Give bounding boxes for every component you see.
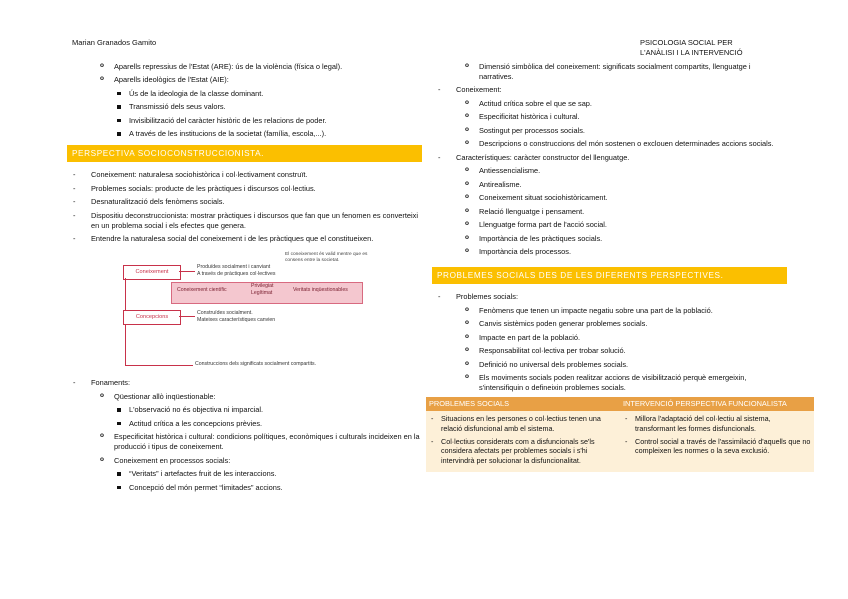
list-item: o Els moviments socials poden realitzar accions de visibilització perquè emergeixin, s'intensifiquin o defineixin problemes socials. (432, 373, 787, 393)
list-item: Actitud crítica a les concepcions prèvies. (67, 419, 422, 429)
list-item: o Importància dels processos. (432, 247, 787, 257)
connector-line (179, 271, 195, 272)
table-header-problemes: PROBLEMES SOCIALS (426, 397, 620, 411)
list-item: - Desnaturalització dels fenòmens socials. (67, 197, 422, 207)
section-band-socioconstruccionista: PERSPECTIVA SOCIOCONSTRUCCIONISTA. (67, 145, 422, 162)
list-item: - Fonaments: (67, 378, 422, 388)
diagram-bottom-label: Construccions dels significats socialment compartits. (195, 361, 317, 368)
diagram-box2-bullet: Construïdes socialment. (197, 310, 253, 317)
list-item: o Dimensió simbòlica del coneixement: significats socialment compartits, llenguatge i narratives. (432, 62, 787, 82)
list-item: - Entendre la naturalesa social del coneixement i de les pràctiques que el constitueixen. (67, 234, 422, 244)
author-name: Marian Granados Gamito (72, 38, 157, 47)
diagram-middle-bullet: Privilegiat (251, 283, 274, 290)
list-item: L'observació no és objectiva ni imparcial. (67, 405, 422, 415)
list-item: o Antiessencialisme. (432, 166, 787, 176)
list-item: o Descripcions o construccions del món sostenen o exclouen determinades accions socials. (432, 139, 787, 149)
list-item: A través de les institucions de la societat (família, escola,...). (67, 129, 422, 139)
section-band-problemes-socials: PROBLEMES SOCIALS DES DE LES DIFERENTS PERSPECTIVES. (432, 267, 787, 284)
right-column (429, 62, 811, 472)
diagram-box1-bullet: A través de pràctiques col·lectives (197, 271, 276, 278)
problems-list (432, 292, 787, 393)
list-item: o Responsabilitat col·lectiva per trobar solució. (432, 346, 787, 356)
list-item: o Impacte en part de la població. (432, 333, 787, 343)
list-item: o Llenguatge forma part de l'acció social. (432, 220, 787, 230)
list-item: “Veritats” i artefactes fruit de les interaccions. (67, 469, 422, 479)
course-title (640, 38, 743, 58)
diagram-middle-right: Veritats inqüestionables (293, 287, 348, 294)
diagram-box-concepcions: Concepcions (123, 310, 181, 325)
table-header-intervencio: INTERVENCIÓ PERSPECTIVA FUNCIONALISTA (620, 397, 814, 411)
list-item: - Característiques: caràcter constructor del llenguatge. (432, 153, 787, 163)
concept-diagram (67, 252, 422, 370)
list-item: Ús de la ideologia de la classe dominant. (67, 89, 422, 99)
course-title-line2: L'ANÀLISI I LA INTERVENCIÓ (640, 47, 743, 57)
list-item: o Sostingut per processos socials. (432, 126, 787, 136)
diagram-box-coneixement: Coneixement (123, 265, 181, 280)
list-item: - Problemes socials: (432, 292, 787, 302)
list-item: - Coneixement: (432, 85, 787, 95)
fonaments-list (67, 378, 422, 492)
table-list-item: - Control social a través de l'assimilació d'aquells que no compleixen les normes o la seva exclusió. (623, 437, 811, 456)
table-row (426, 411, 814, 472)
table-list-item: - Situacions en les persones o col·lectius tenen una relació disfuncional amb el sistema. (429, 414, 617, 433)
diagram-middle-bullet: Legítimat (251, 290, 273, 297)
table-list-item: - Col·lectius considerats com a disfuncionals se'ls considera afectats per problemes socials i s'hi intervindrà per solucionar la disfuncionalitat. (429, 437, 617, 466)
list-item: o Actitud crítica sobre el que se sap. (432, 99, 787, 109)
list-item: o Importància de les pràctiques socials. (432, 234, 787, 244)
table-cell-intervencio (620, 411, 814, 472)
diagram-box2-bullet: Mateixes característiques canvien (197, 317, 276, 324)
connector-line (125, 365, 193, 366)
list-item: o Canvis sistèmics poden generar problemes socials. (432, 319, 787, 329)
list-item: Invisibilització del caràcter històric de les relacions de poder. (67, 116, 422, 126)
list-item: o Aparells repressius de l'Estat (ARE): ús de la violència (física o legal). (67, 62, 422, 72)
list-item: o Relació llenguatge i pensament. (432, 207, 787, 217)
diagram-box1-bullet: Produïdes socialment i canviant (197, 264, 271, 271)
table-list-item: - Millora l'adaptació del col·lectiu al sistema, transformant les formes disfuncionals. (623, 414, 811, 433)
list-item: - Dispositiu deconstruccionista: mostrar pràctiques i discursos que fan que un fenomen es converteixi en un problema social i els efectes que genera. (67, 211, 422, 231)
list-item: o Especificitat històrica i cultural. (432, 112, 787, 122)
list-item: o Fenòmens que tenen un impacte negatiu sobre una part de la població. (432, 306, 787, 316)
right-top-list (432, 62, 787, 257)
diagram-middle-label: Coneixement científic (177, 287, 227, 294)
perspective-list (67, 170, 422, 244)
list-item: o Antirealisme. (432, 180, 787, 190)
list-item: o Coneixement situat sociohistòricament. (432, 193, 787, 203)
comparison-table (426, 397, 814, 472)
left-column (67, 62, 422, 496)
list-item: o Qüestionar allò inqüestionable: (67, 392, 422, 402)
list-item: - Coneixement: naturalesa sociohistòrica i col·lectivament construït. (67, 170, 422, 180)
course-title-line1: PSICOLOGIA SOCIAL PER (640, 38, 733, 47)
list-item: o Aparells ideològics de l'Estat (AIE): (67, 75, 422, 85)
list-item: - Problemes socials: producte de les pràctiques i discursos col·lectius. (67, 184, 422, 194)
diagram-note: El coneixement és valid mentre que es consens entre la societat. (285, 252, 368, 264)
list-item: Concepció del món permet “limitades” accions. (67, 483, 422, 493)
connector-line (179, 316, 195, 317)
list-item: Transmissió dels seus valors. (67, 102, 422, 112)
table-cell-problemes (426, 411, 620, 472)
list-item: o Especificitat històrica i cultural: condicions polítiques, econòmiques i culturals incideixen en la producció i tipus de coneixement. (67, 432, 422, 452)
list-item: o Coneixement en processos socials: (67, 456, 422, 466)
list-item: o Definició no universal dels problemes socials. (432, 360, 787, 370)
left-top-list (67, 62, 422, 139)
